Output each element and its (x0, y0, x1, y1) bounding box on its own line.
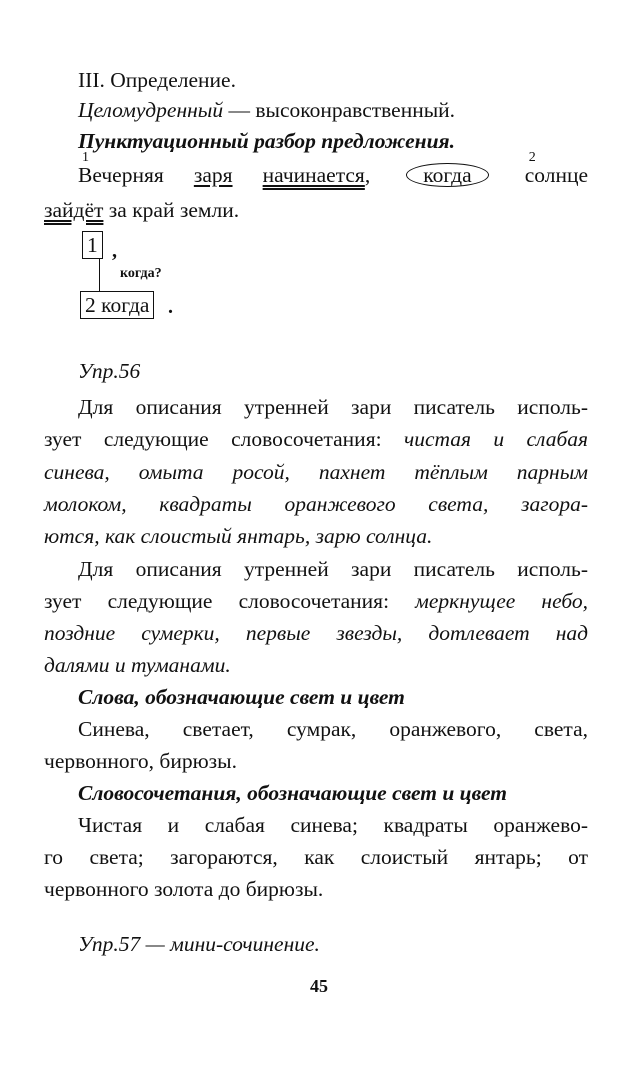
predicate-2-underlined: зайдёт (44, 198, 104, 222)
page-number: 45 (310, 976, 328, 996)
definition-line (78, 96, 588, 125)
p4-line-2: го света; загораются, как слоистый янтарь; от (44, 845, 588, 869)
sentence-line-1 (78, 150, 589, 190)
p1-line-3: синева, омыта росой, пахнет тёплым парным (44, 460, 588, 484)
heading-phrases: Словосочетания, обозначающие свет и цвет (78, 781, 507, 805)
sentence-line-2 (44, 196, 588, 225)
scheme-box-2: 2 когда (80, 291, 154, 319)
exercise-57-title: Упр.57 — мини-сочинение. (78, 932, 320, 956)
predicate-group: начинается, (262, 163, 371, 187)
p1-line-4: молоком, квадраты оранжевого света, загора- (44, 492, 588, 516)
sentence-word-1: 1 Вечерняя (78, 150, 164, 187)
p1-line-5: ются, как слоистый янтарь, зарю солнца. (44, 524, 433, 548)
heading-words: Слова, обозначающие свет и цвет (78, 685, 405, 709)
p1-line-1: Для описания утренней зари писатель исполь- (78, 395, 588, 419)
conjunction-oval: когда (406, 163, 488, 187)
sentence-rest: за край земли. (103, 198, 240, 222)
definition-text: — высоконравственный. (223, 98, 456, 122)
word-number-1: 1 (82, 150, 89, 165)
p1-line-2: зует следующие словосочетания: чистая и слабая (44, 427, 589, 451)
scheme-box-1: 1 (82, 231, 103, 259)
p4-line-3: червонного золота до бирюзы. (44, 877, 324, 901)
definition-term: Целомудренный (78, 98, 224, 122)
sentence-word-2: 2 солнце (524, 150, 589, 187)
scheme-question: когда? (120, 266, 162, 281)
p3-line-2: червонного, бирюзы. (44, 749, 237, 773)
p2-line-2: зует следующие словосочетания: меркнущее небо, (44, 589, 588, 613)
p3-line-1: Синева, светает, сумрак, оранжевого, света, (78, 717, 588, 741)
section-heading: III. Определение. (78, 68, 236, 92)
p2-line-3: поздние сумерки, первые звезды, дотлевает над (44, 621, 588, 645)
predicate-underlined: начинается (262, 163, 365, 187)
subject-underlined: заря (193, 163, 233, 187)
exercise-56-title: Упр.56 (78, 359, 141, 383)
p2-line-4: далями и туманами. (44, 653, 231, 677)
scheme-period: . (168, 296, 173, 318)
p4-line-1: Чистая и слабая синева; квадраты оранжево- (78, 813, 588, 837)
parse-title: Пунктуационный разбор предложения. (78, 129, 455, 153)
scheme-comma: , (112, 240, 117, 262)
p2-line-1: Для описания утренней зари писатель исполь- (78, 557, 588, 581)
word-number-2: 2 (528, 150, 536, 165)
scheme-connector (99, 259, 100, 291)
